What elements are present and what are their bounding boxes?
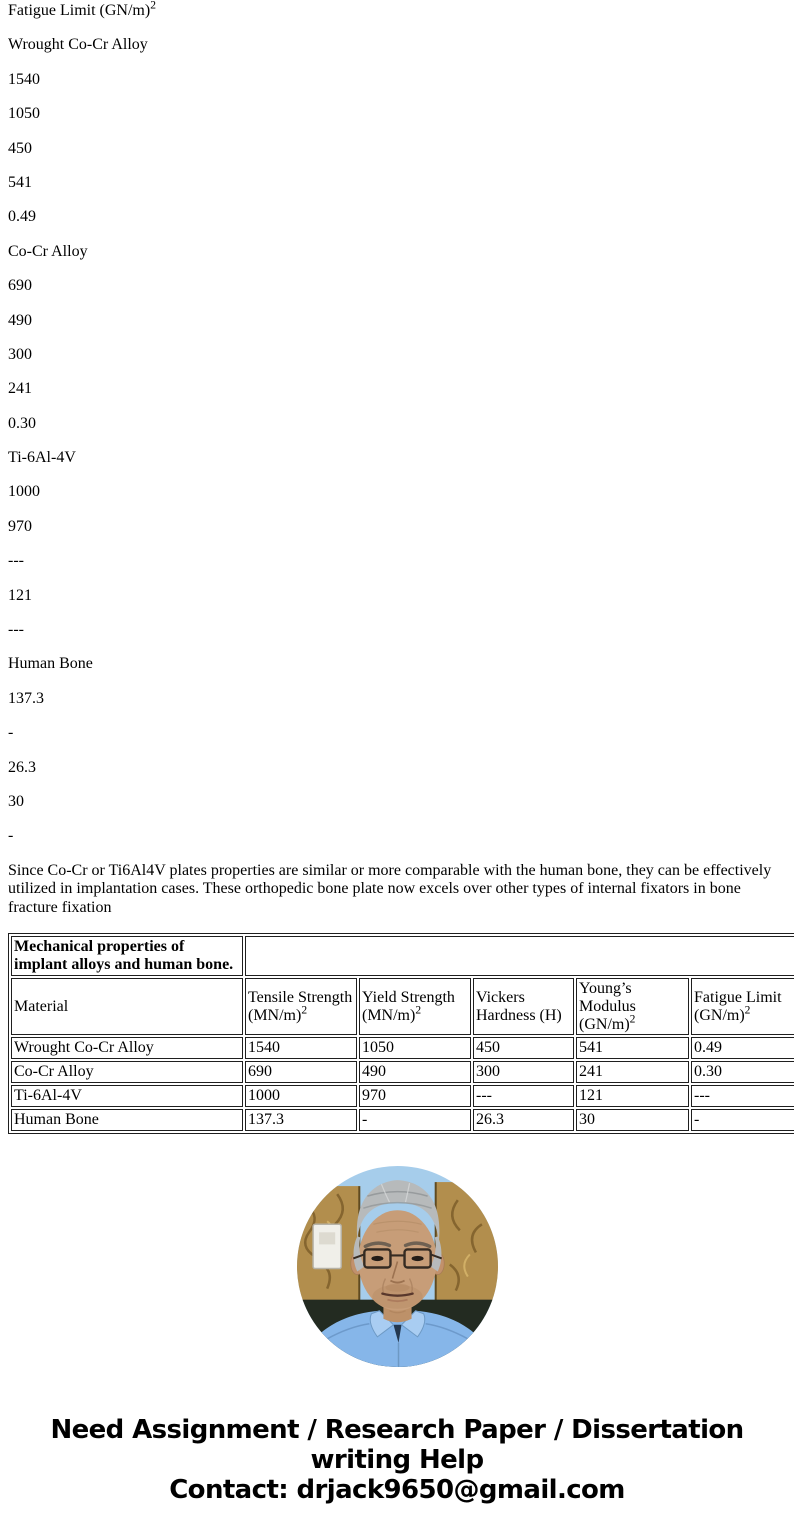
body-paragraph: Since Co-Cr or Ti6Al4V plates properties are similar or more comparable with the human bone, they can be effectively utilized in implantation cases. These orthopedic bone plate now excels over other types of internal fixators in bone fracture fixation [8, 861, 772, 916]
text-line: 1540 [8, 70, 40, 88]
column-header-fatigue-limit [691, 978, 794, 1036]
text-line [8, 2, 786, 20]
table-title-spacer-cell [245, 936, 794, 976]
column-header-label: Vickers Hardness (H) [476, 988, 562, 1024]
text-line: 1000 [8, 483, 40, 501]
text-line: 241 [8, 380, 32, 398]
table-cell: 30 [576, 1109, 689, 1131]
table-row [11, 1037, 794, 1059]
avatar [297, 1166, 498, 1367]
table-cell: --- [473, 1085, 574, 1107]
superscript: 2 [629, 1013, 636, 1026]
table-row [11, 1109, 794, 1131]
table-cell: Co-Cr Alloy [11, 1061, 243, 1083]
column-header-yield-strength [359, 978, 471, 1036]
table-cell: 490 [359, 1061, 471, 1083]
footer-line: writing Help [310, 1445, 484, 1476]
superscript: 2 [150, 0, 156, 12]
table-cell: 0.49 [691, 1037, 794, 1059]
table-cell: 300 [473, 1061, 574, 1083]
table-cell: Ti-6Al-4V [11, 1085, 243, 1107]
footer-line: Need Assignment / Research Paper / Dissertation [50, 1415, 744, 1446]
text-line: Ti-6Al-4V [8, 449, 76, 467]
text-line: Wrought Co-Cr Alloy [8, 36, 148, 54]
table-cell: --- [691, 1085, 794, 1107]
column-header-youngs-modulus [576, 978, 689, 1036]
text-line: Human Bone [8, 655, 93, 673]
column-header-vickers-hardness [473, 978, 574, 1036]
text-line: 0.49 [8, 208, 36, 226]
text-line: 690 [8, 277, 32, 295]
table-cell: 26.3 [473, 1109, 574, 1131]
table-cell: - [691, 1109, 794, 1131]
properties-table [8, 933, 794, 1134]
text-line: 26.3 [8, 758, 36, 776]
table-cell: 121 [576, 1085, 689, 1107]
table-cell: 241 [576, 1061, 689, 1083]
intro-text [8, 2, 786, 917]
table-row [11, 1085, 794, 1107]
text-line: 490 [8, 311, 32, 329]
column-header-label: Fatigue Limit (GN/m) [694, 988, 782, 1024]
table-header-row [11, 978, 794, 1036]
superscript: 2 [415, 1004, 422, 1017]
column-header-label: Young’s Modulus (GN/m) [579, 979, 636, 1033]
table-row [11, 1061, 794, 1083]
column-header-label: Yield Strength (MN/m) [362, 988, 455, 1024]
text-line: 121 [8, 586, 32, 604]
table-cell: 541 [576, 1037, 689, 1059]
table-cell: 137.3 [245, 1109, 357, 1131]
text-line: - [8, 827, 14, 845]
table-cell: 1540 [245, 1037, 357, 1059]
footer-contact-line: Contact: drjack9650@gmail.com [169, 1475, 625, 1506]
text-line: 137.3 [8, 689, 44, 707]
text-line: 450 [8, 139, 32, 157]
superscript: 2 [301, 1004, 308, 1017]
text-line: 30 [8, 792, 24, 810]
table-cell: 690 [245, 1061, 357, 1083]
table-cell: Human Bone [11, 1109, 243, 1131]
text-line: Co-Cr Alloy [8, 242, 88, 260]
text-line: 970 [8, 517, 32, 535]
table-cell: Wrought Co-Cr Alloy [11, 1037, 243, 1059]
column-header-material [11, 978, 243, 1036]
footer-promo [8, 1415, 786, 1505]
text-line: - [8, 724, 14, 742]
text-line: --- [8, 552, 24, 570]
table-cell: - [359, 1109, 471, 1131]
table-cell: 1000 [245, 1085, 357, 1107]
avatar-row [8, 1166, 786, 1367]
text-line: 1050 [8, 105, 40, 123]
text-line-main: Fatigue Limit (GN/m) [8, 2, 151, 19]
text-line: 0.30 [8, 414, 36, 432]
superscript: 2 [744, 1004, 751, 1017]
column-header-label: Tensile Strength (MN/m) [248, 988, 353, 1024]
column-header-label: Material [14, 997, 69, 1015]
text-line: 541 [8, 173, 32, 191]
text-line: --- [8, 621, 24, 639]
table-cell: 970 [359, 1085, 471, 1107]
table-title-row [11, 936, 794, 976]
text-line: 300 [8, 345, 32, 363]
table-cell: 1050 [359, 1037, 471, 1059]
table-title-cell: Mechanical properties of implant alloys and human bone. [11, 936, 243, 976]
table-cell: 0.30 [691, 1061, 794, 1083]
table-cell: 450 [473, 1037, 574, 1059]
column-header-tensile-strength [245, 978, 357, 1036]
